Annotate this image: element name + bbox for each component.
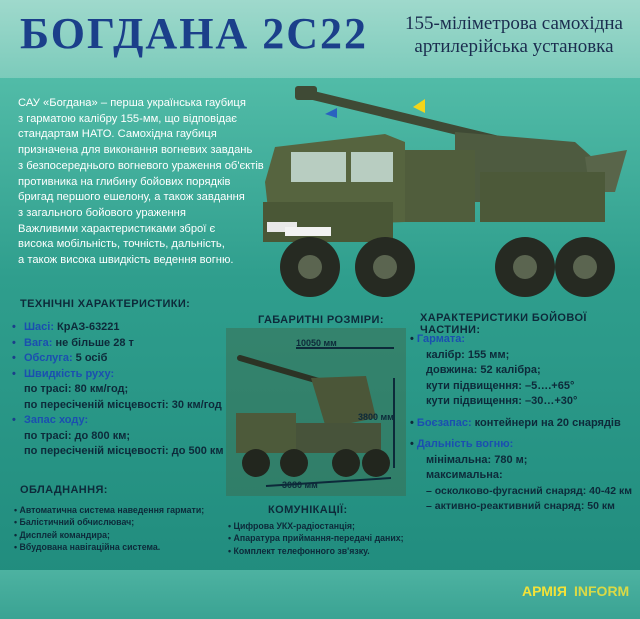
speed-offroad: по пересіченій місцевості: 30 км/год bbox=[24, 398, 222, 411]
brand-logo-army: АРМІЯ bbox=[522, 583, 567, 599]
list-item: • Комплект телефонного зв'язку. bbox=[228, 545, 438, 557]
list-item: • Автоматична система наведення гармати; bbox=[14, 504, 244, 516]
dim-height: 3800 мм bbox=[358, 412, 394, 422]
comm-section-title: КОМУНІКАЦІЇ: bbox=[268, 504, 348, 516]
dim-width: 3080 мм bbox=[282, 480, 318, 490]
intro-line: противника на глибину бойових порядків bbox=[18, 175, 231, 188]
gun-elevation-2: кути підвищення: –30…+30° bbox=[426, 395, 578, 407]
list-item: • Дисплей командира; bbox=[14, 529, 244, 541]
fire-range-he: – осколково-фугасний снаряд: 40-42 км bbox=[426, 484, 632, 497]
intro-text bbox=[18, 96, 268, 269]
fire-range-label: Дальність вогню: bbox=[416, 438, 514, 450]
chassis-value: КрАЗ-63221 bbox=[57, 321, 120, 333]
dim-length: 10050 мм bbox=[296, 338, 337, 348]
intro-line: САУ «Богдана» – перша українська гаубиця bbox=[18, 97, 246, 109]
intro-line: з безпосереднього вогневого ураження об'єктів bbox=[18, 159, 264, 172]
list-item: • Балістичний обчислювач; bbox=[14, 516, 244, 528]
fire-range-rap: – активно-реактивний снаряд: 50 км bbox=[426, 500, 615, 512]
chassis-label: Шасі: bbox=[24, 321, 55, 333]
combat-section-title: ХАРАКТЕРИСТИКИ БОЙОВОЇ ЧАСТИНИ: bbox=[420, 312, 587, 336]
speed-road: по трасі: 80 км/год; bbox=[24, 383, 129, 395]
range-road: по трасі: до 800 км; bbox=[24, 429, 131, 442]
ammo-label: Боєзапас: bbox=[416, 416, 472, 429]
crew-label: Обслуга: bbox=[24, 352, 73, 364]
tech-specs: • Шасі: КрАЗ-63221 • Вага: не більше 28 т • Обслуга: 5 осіб • Швидкість руху: по трасі: 80 км/год; по пересіченій місцевості: 30 км/год • Запас ходу: по трасі: до 800 км; по пересіченій місцевості: до 500 км bbox=[12, 320, 242, 460]
gun-label: Гармата: bbox=[416, 333, 465, 345]
brand-logo-inform: INFORM bbox=[574, 583, 630, 599]
bullet: • bbox=[410, 333, 417, 345]
gun-caliber: калібр: 155 мм; bbox=[426, 348, 510, 361]
intro-line: а також висока швидкість ведення вогню. bbox=[18, 254, 234, 267]
intro-line: призначена для виконання вогневих завдань bbox=[18, 144, 253, 157]
page-subtitle bbox=[394, 12, 634, 58]
intro-line: з гарматою калібру 155-мм, що відповідає bbox=[18, 112, 238, 125]
combat-specs bbox=[410, 332, 640, 515]
dims-section-title: ГАБАРИТНІ РОЗМІРИ: bbox=[258, 314, 384, 326]
list-item: • Вбудована навігаційна система. bbox=[14, 541, 244, 553]
weight-label: Вага: bbox=[24, 336, 53, 349]
list-item: • Цифрова УКХ-радіостанція; bbox=[228, 520, 438, 532]
intro-line: висока мобільність, точність, дальність, bbox=[18, 238, 225, 251]
intro-line: стандартам НАТО. Самохідна гаубиця bbox=[18, 128, 217, 141]
intro-line: з загального бойового ураження bbox=[18, 206, 186, 219]
range-label: Запас ходу: bbox=[24, 414, 89, 426]
fire-range-max: максимальна: bbox=[426, 469, 503, 481]
list-item: • Апаратура приймання-передачі даних; bbox=[228, 532, 438, 544]
bullet: • bbox=[410, 416, 417, 429]
page-title: БОГДАНА 2С22 bbox=[20, 9, 368, 58]
weight-value: не більше 28 т bbox=[55, 336, 134, 349]
range-offroad: по пересіченій місцевості: до 500 км bbox=[24, 445, 224, 457]
communications-list bbox=[228, 520, 438, 557]
ammo-value: контейнери на 20 снарядів bbox=[474, 416, 621, 429]
equipment-list bbox=[14, 504, 244, 554]
intro-line: бригад першого ешелону, а також завдання bbox=[18, 191, 245, 204]
subtitle-line-1: 155-міліметрова самохідна bbox=[405, 13, 623, 34]
subtitle-line-2: артилерійська установка bbox=[414, 36, 614, 57]
intro-line: Важливими характеристиками зброї є bbox=[18, 222, 216, 235]
tech-section-title: ТЕХНІЧНІ ХАРАКТЕРИСТИКИ: bbox=[20, 298, 191, 310]
crew-value: 5 осіб bbox=[75, 352, 108, 364]
truck-illustration bbox=[255, 72, 635, 304]
gun-length: довжина: 52 калібра; bbox=[426, 364, 541, 376]
speed-label: Швидкість руху: bbox=[24, 367, 115, 380]
gun-elevation-1: кути підвищення: –5….+65° bbox=[426, 379, 575, 392]
fire-range-min: мінімальна: 780 м; bbox=[426, 453, 528, 466]
bullet: • bbox=[410, 438, 417, 450]
equip-section-title: ОБЛАДНАННЯ: bbox=[20, 484, 108, 496]
